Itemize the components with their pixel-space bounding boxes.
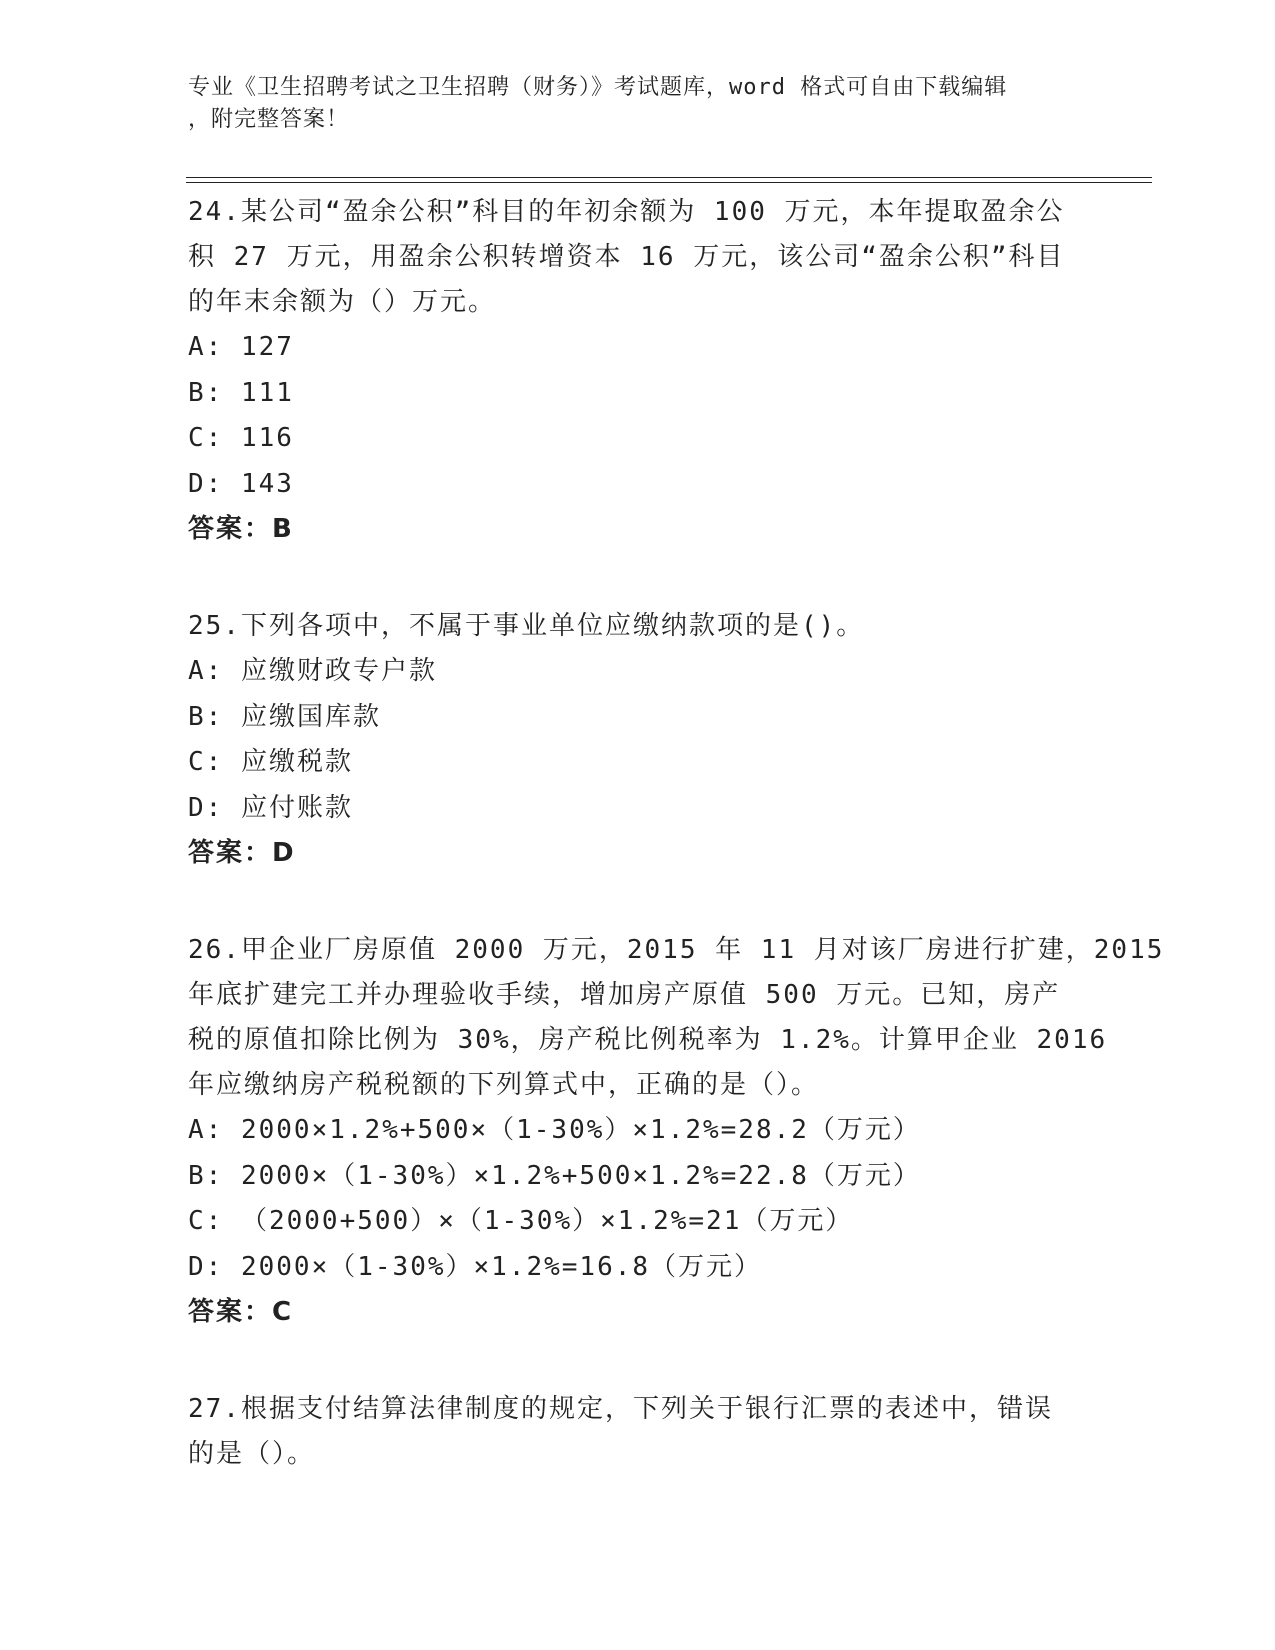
option-key: B: (188, 377, 224, 408)
page-header (188, 72, 1088, 136)
option-d (188, 1245, 1088, 1291)
header-line: ，附完整答案！ (188, 107, 350, 132)
option-key: C: (188, 747, 224, 777)
option-c (188, 1199, 1088, 1245)
stem-line: 年应缴纳房产税税额的下列算式中，正确的是（）。 (188, 1070, 820, 1100)
option-text: 127 (240, 332, 294, 362)
option-key: A: (188, 656, 224, 686)
option-text: 应缴国库款 (240, 701, 381, 732)
option-text: 116 (240, 423, 294, 453)
answer-label: 答案：D (188, 838, 296, 868)
question-25 (188, 604, 1088, 876)
option-c (188, 416, 1088, 462)
question-stem (188, 1387, 1088, 1477)
stem-line: 26.甲企业厂房原值 2000 万元，2015 年 11 月对该厂房进行扩建，2015 (188, 935, 1165, 965)
option-text: 2000×（1-30%）×1.2%=16.8（万元） (240, 1251, 763, 1282)
answer-label: 答案：B (188, 514, 294, 544)
answer-label: 答案：C (188, 1297, 294, 1327)
stem-line: 的年末余额为（）万元。 (188, 287, 497, 317)
option-key: B: (188, 1160, 224, 1191)
option-text: 111 (240, 377, 294, 408)
option-text: 2000×（1-30%）×1.2%+500×1.2%=22.8（万元） (240, 1160, 921, 1191)
header-divider-top (186, 177, 1152, 178)
question-24 (188, 190, 1088, 552)
question-stem (188, 190, 1088, 325)
option-d (188, 786, 1088, 832)
option-key: C: (188, 1206, 224, 1236)
header-divider-bottom (186, 182, 1152, 183)
question-stem (188, 604, 1088, 649)
stem-line: 税的原值扣除比例为 30%，房产税比例税率为 1.2%。计算甲企业 2016 (188, 1025, 1108, 1055)
option-text: 2000×1.2%+500×（1-30%）×1.2%=28.2（万元） (240, 1115, 921, 1145)
option-b (188, 695, 1088, 741)
option-b (188, 371, 1088, 417)
stem-line: 25.下列各项中，不属于事业单位应缴纳款项的是()。 (188, 611, 865, 641)
stem-line: 年底扩建完工并办理验收手续，增加房产原值 500 万元。已知，房产 (188, 980, 1061, 1010)
option-a (188, 325, 1088, 371)
stem-line: 积 27 万元，用盈余公积转增资本 16 万元，该公司“盈余公积”科目 (188, 242, 1065, 272)
option-key: B: (188, 701, 224, 732)
option-text: 应缴财政专户款 (240, 656, 437, 686)
option-key: A: (188, 1115, 224, 1145)
option-key: D: (188, 468, 224, 499)
question-stem (188, 928, 1165, 1108)
stem-line: 24.某公司“盈余公积”科目的年初余额为 100 万元，本年提取盈余公 (188, 197, 1065, 227)
stem-line: 的是（）。 (188, 1439, 316, 1469)
option-text: 应付账款 (240, 792, 353, 823)
option-a (188, 649, 1088, 695)
option-key: C: (188, 423, 224, 453)
stem-line: 27.根据支付结算法律制度的规定，下列关于银行汇票的表述中，错误 (188, 1394, 1053, 1424)
header-line: 专业《卫生招聘考试之卫生招聘（财务）》考试题库，word 格式可自由下载编辑 (188, 75, 1008, 100)
option-b (188, 1154, 1088, 1200)
option-d (188, 462, 1088, 508)
option-key: A: (188, 332, 224, 362)
option-key: D: (188, 1251, 224, 1282)
option-a (188, 1108, 1088, 1154)
option-c (188, 740, 1088, 786)
option-text: （2000+500）×（1-30%）×1.2%=21（万元） (240, 1206, 854, 1236)
option-text: 143 (240, 468, 294, 499)
question-list (188, 190, 1165, 1529)
option-text: 应缴税款 (240, 747, 353, 777)
question-26 (188, 928, 1165, 1335)
question-27 (188, 1387, 1088, 1477)
option-key: D: (188, 792, 224, 823)
